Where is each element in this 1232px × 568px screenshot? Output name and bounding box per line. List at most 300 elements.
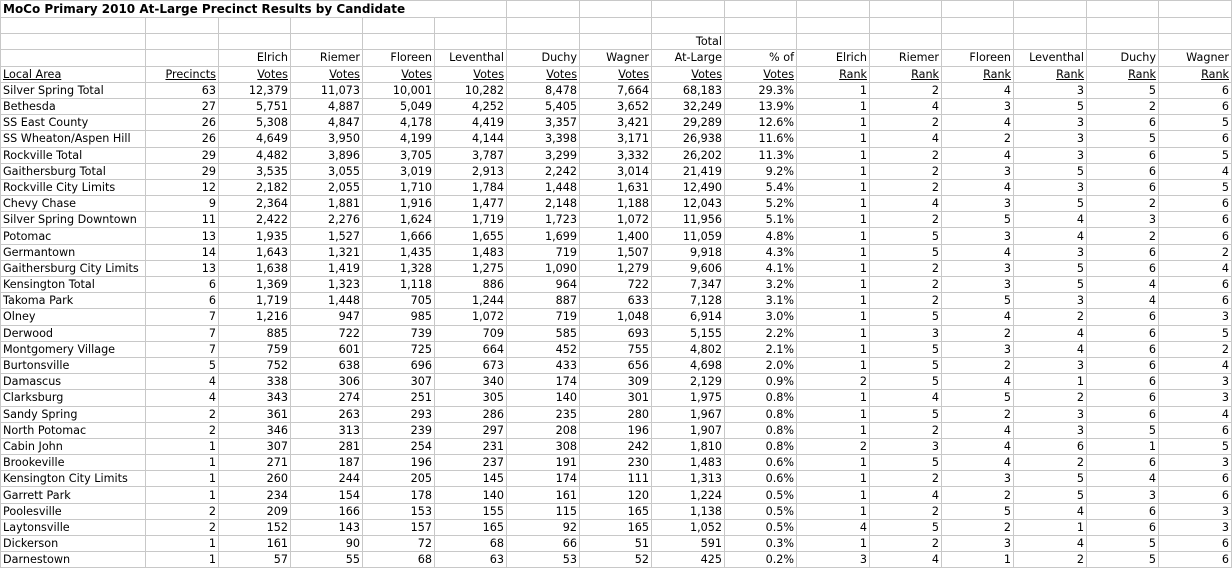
value-cell[interactable]: 656 [580,357,652,373]
cell[interactable] [1159,1,1232,18]
cell[interactable] [291,18,363,34]
cell[interactable] [725,18,797,34]
value-cell[interactable]: 1 [797,115,870,131]
value-cell[interactable]: 1,321 [291,244,363,260]
value-cell[interactable]: 1 [797,212,870,228]
value-cell[interactable]: 3,398 [507,131,580,147]
value-cell[interactable]: 3,421 [580,115,652,131]
value-cell[interactable]: 237 [435,455,507,471]
value-cell[interactable]: 3,332 [580,147,652,163]
value-cell[interactable]: 32,249 [652,98,725,114]
value-cell[interactable]: 6 [1159,212,1232,228]
value-cell[interactable]: 4 [942,147,1014,163]
value-cell[interactable]: 1 [797,244,870,260]
value-cell[interactable]: 1,907 [652,422,725,438]
value-cell[interactable]: 12,043 [652,196,725,212]
value-cell[interactable]: 242 [580,438,652,454]
value-cell[interactable]: 26 [146,115,219,131]
value-cell[interactable]: 5 [1087,536,1159,552]
local-area-cell[interactable]: Kensington City Limits [1,471,146,487]
value-cell[interactable]: 4 [942,455,1014,471]
value-cell[interactable]: 271 [219,455,291,471]
cell[interactable] [652,18,725,34]
value-cell[interactable]: 55 [291,552,363,568]
header-cell[interactable]: Total [652,34,725,50]
value-cell[interactable]: 209 [219,503,291,519]
value-cell[interactable]: 10,001 [363,82,435,98]
header-cell[interactable] [1,34,146,50]
header-cell[interactable]: Wagner [580,50,652,66]
value-cell[interactable]: 1,975 [652,390,725,406]
value-cell[interactable]: 3 [1014,422,1087,438]
cell[interactable] [580,18,652,34]
value-cell[interactable]: 111 [580,471,652,487]
value-cell[interactable]: 3,299 [507,147,580,163]
value-cell[interactable]: 280 [580,406,652,422]
value-cell[interactable]: 3 [1159,374,1232,390]
value-cell[interactable]: 6 [1159,98,1232,114]
value-cell[interactable]: 161 [219,536,291,552]
value-cell[interactable]: 1 [797,357,870,373]
header-cell[interactable] [1,50,146,66]
value-cell[interactable]: 6 [1087,163,1159,179]
value-cell[interactable]: 340 [435,374,507,390]
value-cell[interactable]: 1 [146,536,219,552]
value-cell[interactable]: 6 [1159,422,1232,438]
value-cell[interactable]: 6 [1087,455,1159,471]
value-cell[interactable]: 6 [1159,293,1232,309]
value-cell[interactable]: 293 [363,406,435,422]
value-cell[interactable]: 1,435 [363,244,435,260]
value-cell[interactable]: 6 [1087,357,1159,373]
cell[interactable] [1087,1,1159,18]
value-cell[interactable]: 1 [797,487,870,503]
header-cell[interactable] [725,34,797,50]
value-cell[interactable]: 1 [797,228,870,244]
value-cell[interactable]: 1,275 [435,260,507,276]
value-cell[interactable]: 5 [1087,131,1159,147]
value-cell[interactable]: 1,699 [507,228,580,244]
value-cell[interactable]: 6 [1159,471,1232,487]
value-cell[interactable]: 2 [1014,455,1087,471]
value-cell[interactable]: 6 [1087,325,1159,341]
value-cell[interactable]: 985 [363,309,435,325]
value-cell[interactable]: 5 [870,244,942,260]
value-cell[interactable]: 4 [942,309,1014,325]
value-cell[interactable]: 13 [146,260,219,276]
value-cell[interactable]: 3.2% [725,277,797,293]
value-cell[interactable]: 4 [942,374,1014,390]
value-cell[interactable]: 4.8% [725,228,797,244]
value-cell[interactable]: 693 [580,325,652,341]
value-cell[interactable]: 1,400 [580,228,652,244]
value-cell[interactable]: 7,664 [580,82,652,98]
value-cell[interactable]: 68 [363,552,435,568]
value-cell[interactable]: 234 [219,487,291,503]
value-cell[interactable]: 0.5% [725,487,797,503]
value-cell[interactable]: 1 [797,341,870,357]
value-cell[interactable]: 4,144 [435,131,507,147]
value-cell[interactable]: 725 [363,341,435,357]
value-cell[interactable]: 26 [146,131,219,147]
value-cell[interactable]: 5 [870,341,942,357]
cell[interactable] [1159,18,1232,34]
value-cell[interactable]: 57 [219,552,291,568]
value-cell[interactable]: 140 [507,390,580,406]
value-cell[interactable]: 2 [870,503,942,519]
value-cell[interactable]: 343 [219,390,291,406]
value-cell[interactable]: 1,643 [219,244,291,260]
value-cell[interactable]: 1 [797,455,870,471]
value-cell[interactable]: 90 [291,536,363,552]
value-cell[interactable]: 3,787 [435,147,507,163]
value-cell[interactable]: 244 [291,471,363,487]
value-cell[interactable]: 5 [870,357,942,373]
header-cell[interactable] [435,34,507,50]
value-cell[interactable]: 5 [146,357,219,373]
value-cell[interactable]: 5 [942,503,1014,519]
value-cell[interactable]: 0.8% [725,422,797,438]
value-cell[interactable]: 5 [870,374,942,390]
value-cell[interactable]: 2 [146,422,219,438]
cell[interactable] [580,1,652,18]
value-cell[interactable]: 0.6% [725,455,797,471]
value-cell[interactable]: 739 [363,325,435,341]
value-cell[interactable]: 1,072 [580,212,652,228]
header-cell[interactable]: Elrich [797,50,870,66]
value-cell[interactable]: 9,606 [652,260,725,276]
value-cell[interactable]: 1,188 [580,196,652,212]
value-cell[interactable]: 4,178 [363,115,435,131]
value-cell[interactable]: 6 [1159,228,1232,244]
value-cell[interactable]: 6 [1087,147,1159,163]
header-cell[interactable]: Elrich [219,50,291,66]
value-cell[interactable]: 2 [146,503,219,519]
value-cell[interactable]: 3 [1087,487,1159,503]
value-cell[interactable]: 274 [291,390,363,406]
header-cell[interactable]: Rank [870,66,942,82]
header-cell[interactable]: Leventhal [1014,50,1087,66]
value-cell[interactable]: 5 [1087,552,1159,568]
value-cell[interactable]: 4 [942,179,1014,195]
value-cell[interactable]: 6 [1087,260,1159,276]
value-cell[interactable]: 5 [1159,325,1232,341]
value-cell[interactable]: 2 [870,163,942,179]
value-cell[interactable]: 191 [507,455,580,471]
local-area-cell[interactable]: Olney [1,309,146,325]
header-cell[interactable]: Precincts [146,66,219,82]
value-cell[interactable]: 10,282 [435,82,507,98]
value-cell[interactable]: 178 [363,487,435,503]
value-cell[interactable]: 6 [1159,131,1232,147]
value-cell[interactable]: 4 [146,374,219,390]
value-cell[interactable]: 4 [942,438,1014,454]
value-cell[interactable]: 4.3% [725,244,797,260]
value-cell[interactable]: 166 [291,503,363,519]
value-cell[interactable]: 115 [507,503,580,519]
value-cell[interactable]: 1,784 [435,179,507,195]
value-cell[interactable]: 5 [1014,471,1087,487]
value-cell[interactable]: 51 [580,536,652,552]
value-cell[interactable]: 4.1% [725,260,797,276]
cell[interactable] [870,1,942,18]
header-cell[interactable] [363,34,435,50]
value-cell[interactable]: 1,723 [507,212,580,228]
value-cell[interactable]: 2 [870,293,942,309]
header-cell[interactable] [942,34,1014,50]
value-cell[interactable]: 3,171 [580,131,652,147]
value-cell[interactable]: 1,313 [652,471,725,487]
value-cell[interactable]: 673 [435,357,507,373]
value-cell[interactable]: 6 [1159,536,1232,552]
value-cell[interactable]: 1,881 [291,196,363,212]
value-cell[interactable]: 1,216 [219,309,291,325]
value-cell[interactable]: 1 [797,131,870,147]
value-cell[interactable]: 947 [291,309,363,325]
value-cell[interactable]: 1,719 [435,212,507,228]
value-cell[interactable]: 11.3% [725,147,797,163]
header-cell[interactable]: Rank [1014,66,1087,82]
value-cell[interactable]: 5 [1014,260,1087,276]
value-cell[interactable]: 1,448 [291,293,363,309]
local-area-cell[interactable]: Derwood [1,325,146,341]
value-cell[interactable]: 3 [1087,212,1159,228]
value-cell[interactable]: 2.0% [725,357,797,373]
value-cell[interactable]: 29 [146,163,219,179]
value-cell[interactable]: 1 [146,552,219,568]
local-area-cell[interactable]: Laytonsville [1,519,146,535]
value-cell[interactable]: 0.8% [725,390,797,406]
value-cell[interactable]: 638 [291,357,363,373]
header-cell[interactable]: Rank [797,66,870,82]
header-cell[interactable]: Rank [942,66,1014,82]
value-cell[interactable]: 1,507 [580,244,652,260]
value-cell[interactable]: 0.6% [725,471,797,487]
value-cell[interactable]: 9 [146,196,219,212]
value-cell[interactable]: 1 [942,552,1014,568]
value-cell[interactable]: 152 [219,519,291,535]
value-cell[interactable]: 313 [291,422,363,438]
value-cell[interactable]: 5.2% [725,196,797,212]
header-cell[interactable]: Riemer [291,50,363,66]
value-cell[interactable]: 0.9% [725,374,797,390]
value-cell[interactable]: 4 [1159,406,1232,422]
local-area-cell[interactable]: Gaithersburg City Limits [1,260,146,276]
value-cell[interactable]: 4 [942,244,1014,260]
value-cell[interactable]: 2 [1014,309,1087,325]
value-cell[interactable]: 14 [146,244,219,260]
value-cell[interactable]: 705 [363,293,435,309]
local-area-cell[interactable]: North Potomac [1,422,146,438]
value-cell[interactable]: 5 [1014,98,1087,114]
header-cell[interactable]: Duchy [507,50,580,66]
value-cell[interactable]: 1 [797,293,870,309]
value-cell[interactable]: 307 [363,374,435,390]
cell[interactable] [219,18,291,34]
value-cell[interactable]: 3 [1159,503,1232,519]
value-cell[interactable]: 1,224 [652,487,725,503]
value-cell[interactable]: 208 [507,422,580,438]
header-cell[interactable] [291,34,363,50]
value-cell[interactable]: 1,048 [580,309,652,325]
value-cell[interactable]: 1 [797,260,870,276]
value-cell[interactable]: 1 [1014,519,1087,535]
value-cell[interactable]: 29,289 [652,115,725,131]
value-cell[interactable]: 3,896 [291,147,363,163]
value-cell[interactable]: 1,477 [435,196,507,212]
value-cell[interactable]: 4 [1014,212,1087,228]
value-cell[interactable]: 63 [435,552,507,568]
value-cell[interactable]: 155 [435,503,507,519]
sheet-title[interactable] [1,1,507,18]
value-cell[interactable]: 1 [797,325,870,341]
value-cell[interactable]: 3,019 [363,163,435,179]
header-cell[interactable]: Duchy [1087,50,1159,66]
value-cell[interactable]: 6 [1087,519,1159,535]
value-cell[interactable]: 153 [363,503,435,519]
value-cell[interactable]: 3 [1159,390,1232,406]
value-cell[interactable]: 7 [146,309,219,325]
local-area-cell[interactable]: Clarksburg [1,390,146,406]
value-cell[interactable]: 3,652 [580,98,652,114]
value-cell[interactable]: 165 [580,519,652,535]
value-cell[interactable]: 2 [870,536,942,552]
value-cell[interactable]: 3 [942,471,1014,487]
value-cell[interactable]: 4,252 [435,98,507,114]
value-cell[interactable]: 4 [797,519,870,535]
header-cell[interactable]: Riemer [870,50,942,66]
value-cell[interactable]: 4,482 [219,147,291,163]
value-cell[interactable]: 6 [1087,115,1159,131]
value-cell[interactable]: 3 [1014,244,1087,260]
value-cell[interactable]: 7,347 [652,277,725,293]
value-cell[interactable]: 1 [146,438,219,454]
value-cell[interactable]: 1,138 [652,503,725,519]
value-cell[interactable]: 27 [146,98,219,114]
value-cell[interactable]: 4,847 [291,115,363,131]
header-cell[interactable]: Votes [219,66,291,82]
value-cell[interactable]: 6 [1159,552,1232,568]
value-cell[interactable]: 205 [363,471,435,487]
value-cell[interactable]: 0.8% [725,406,797,422]
value-cell[interactable]: 1,483 [652,455,725,471]
value-cell[interactable]: 4 [870,98,942,114]
value-cell[interactable]: 0.8% [725,438,797,454]
value-cell[interactable]: 301 [580,390,652,406]
value-cell[interactable]: 3 [942,196,1014,212]
value-cell[interactable]: 281 [291,438,363,454]
value-cell[interactable]: 254 [363,438,435,454]
value-cell[interactable]: 260 [219,471,291,487]
value-cell[interactable]: 1,666 [363,228,435,244]
value-cell[interactable]: 1,090 [507,260,580,276]
local-area-cell[interactable]: SS East County [1,115,146,131]
value-cell[interactable]: 0.5% [725,519,797,535]
value-cell[interactable]: 0.2% [725,552,797,568]
value-cell[interactable]: 2 [1014,390,1087,406]
value-cell[interactable]: 157 [363,519,435,535]
value-cell[interactable]: 3 [797,552,870,568]
value-cell[interactable]: 66 [507,536,580,552]
value-cell[interactable]: 2,422 [219,212,291,228]
cell[interactable] [797,1,870,18]
value-cell[interactable]: 433 [507,357,580,373]
value-cell[interactable]: 6,914 [652,309,725,325]
value-cell[interactable]: 1,527 [291,228,363,244]
value-cell[interactable]: 2,182 [219,179,291,195]
value-cell[interactable]: 2.1% [725,341,797,357]
value-cell[interactable]: 165 [435,519,507,535]
value-cell[interactable]: 5,405 [507,98,580,114]
value-cell[interactable]: 6 [1087,244,1159,260]
value-cell[interactable]: 3,705 [363,147,435,163]
value-cell[interactable]: 4,419 [435,115,507,131]
value-cell[interactable]: 2 [942,406,1014,422]
value-cell[interactable]: 21,419 [652,163,725,179]
local-area-cell[interactable]: Rockville Total [1,147,146,163]
value-cell[interactable]: 5 [870,309,942,325]
value-cell[interactable]: 1 [797,309,870,325]
cell[interactable] [1014,1,1087,18]
local-area-cell[interactable]: Dickerson [1,536,146,552]
value-cell[interactable]: 3.1% [725,293,797,309]
value-cell[interactable]: 145 [435,471,507,487]
value-cell[interactable]: 3.0% [725,309,797,325]
value-cell[interactable]: 2,129 [652,374,725,390]
value-cell[interactable]: 5,049 [363,98,435,114]
local-area-cell[interactable]: Germantown [1,244,146,260]
value-cell[interactable]: 9,918 [652,244,725,260]
value-cell[interactable]: 4 [942,422,1014,438]
value-cell[interactable]: 6 [1087,179,1159,195]
value-cell[interactable]: 2 [870,179,942,195]
header-cell[interactable]: Rank [1159,66,1232,82]
value-cell[interactable]: 92 [507,519,580,535]
value-cell[interactable]: 3,014 [580,163,652,179]
local-area-cell[interactable]: Burtonsville [1,357,146,373]
value-cell[interactable]: 755 [580,341,652,357]
value-cell[interactable]: 2,364 [219,196,291,212]
value-cell[interactable]: 4,199 [363,131,435,147]
value-cell[interactable]: 4 [1014,228,1087,244]
value-cell[interactable]: 187 [291,455,363,471]
value-cell[interactable]: 4 [1014,325,1087,341]
value-cell[interactable]: 5 [870,519,942,535]
value-cell[interactable]: 5,751 [219,98,291,114]
value-cell[interactable]: 29.3% [725,82,797,98]
local-area-cell[interactable]: Rockville City Limits [1,179,146,195]
value-cell[interactable]: 3 [942,98,1014,114]
value-cell[interactable]: 3 [1159,519,1232,535]
value-cell[interactable]: 2 [870,260,942,276]
value-cell[interactable]: 2 [870,422,942,438]
value-cell[interactable]: 2 [1087,196,1159,212]
value-cell[interactable]: 1 [797,147,870,163]
cell[interactable] [1087,18,1159,34]
value-cell[interactable]: 3 [942,260,1014,276]
value-cell[interactable]: 4,802 [652,341,725,357]
value-cell[interactable]: 4 [1087,293,1159,309]
value-cell[interactable]: 143 [291,519,363,535]
value-cell[interactable]: 2 [146,519,219,535]
value-cell[interactable]: 1 [146,487,219,503]
value-cell[interactable]: 2 [942,131,1014,147]
value-cell[interactable]: 4 [1159,260,1232,276]
value-cell[interactable]: 709 [435,325,507,341]
value-cell[interactable]: 2 [942,487,1014,503]
value-cell[interactable]: 2 [870,115,942,131]
value-cell[interactable]: 3 [870,325,942,341]
